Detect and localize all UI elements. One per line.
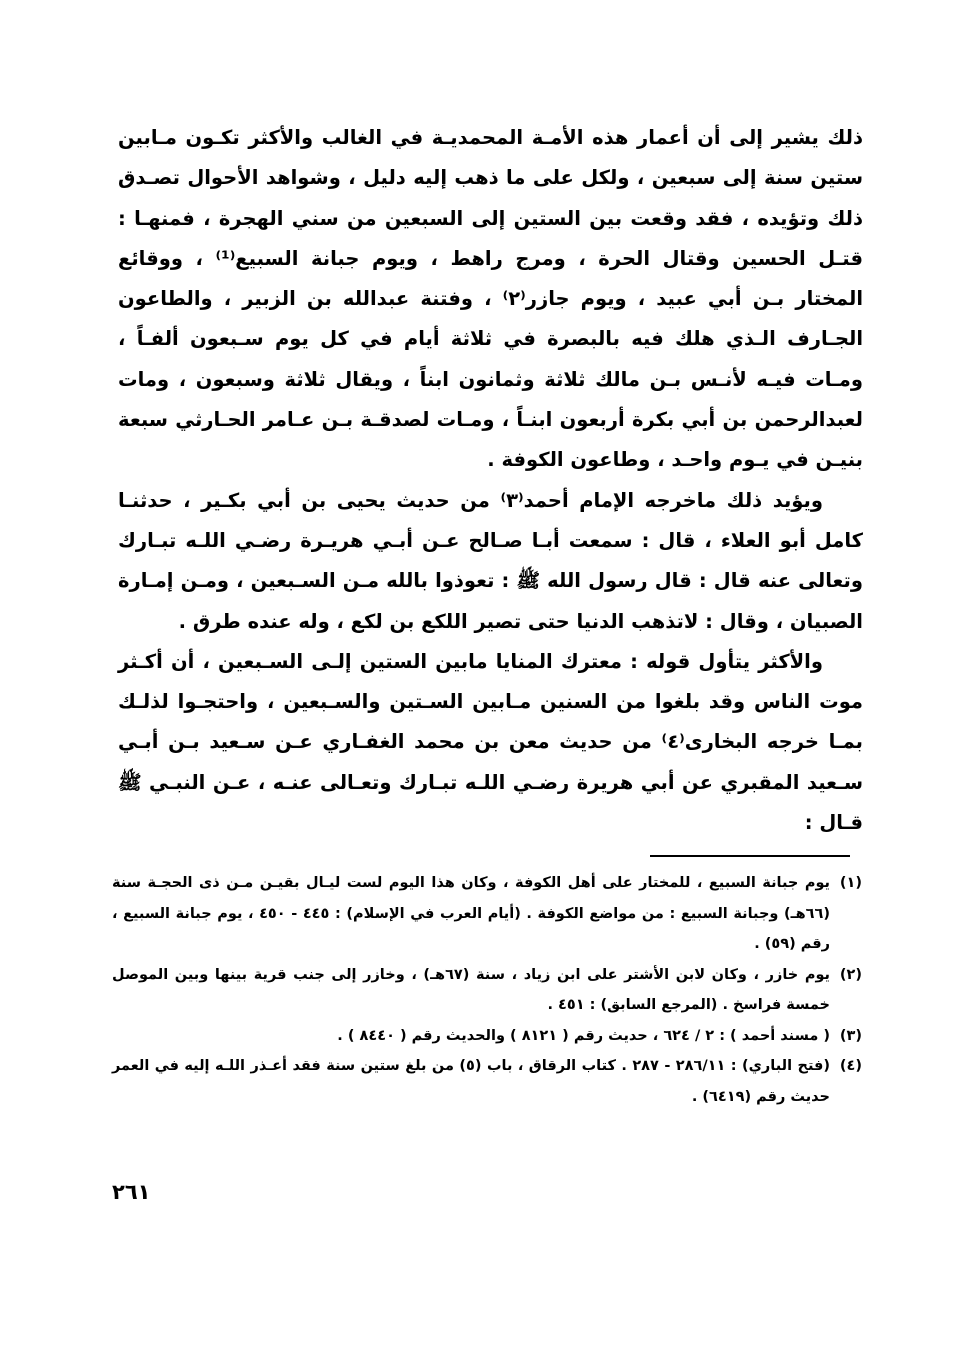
footnote-text: ( مسند أحمد ) : ٢ / ٦٢٤ ، حديث رقم ( ٨١٢١ ) والحديث رقم ( ٨٤٤٠ ) . bbox=[337, 1027, 830, 1044]
footnotes bbox=[112, 868, 862, 1112]
footnote-separator bbox=[650, 855, 850, 857]
footnote-text: (فتح الباري) : ٢٨٦/١١ - ٢٨٧ . كتاب الرقاق ، باب (٥) من بلغ ستين سنة فقد أعـذر اللـه إليه في العمر حديث رقم (٦٤١٩) . bbox=[112, 1058, 830, 1105]
main-text bbox=[118, 118, 863, 843]
footnote-text: يوم جبانة السبيع ، للمختار على أهل الكوفة ، وكان هذا اليوم لست ليـال بقيـن مـن ذى الحجـة سنة (٦٦هـ) وجبانة السبيع : من مواضع الكوفة . (أيام العرب في الإسلام) : ٤٤٥ - ٤٥٠ ، يوم جبانة السبيع ، رقم (٥٩) . bbox=[112, 875, 830, 952]
footnote-2 bbox=[112, 960, 862, 1021]
footnote-number: (٣) bbox=[839, 1027, 862, 1044]
footnote-1 bbox=[112, 868, 862, 960]
paragraph-1: ذلك يشير إلى أن أعمار هذه الأمـة المحمديـة في الغالب والأكثر تكـون مـابين ستين سنة إلى سبعين ، ولكل على ما ذهب إليه دليل ، وشواهد الأحوال تصـدق ذلك وتؤيده ، فقد وقعت بين الستين إلى السبعين من سني الهجرة ، فمنهـا : قتـل الحسين وقتال الحرة ، ومرج راهط ، ويوم جبانة السبيع⁽¹⁾ ، ووقائع المختار بـن أبي عبيد ، ويوم جازر⁽٢⁾ ، وفتنة عبدالله بن الزبير ، والطاعون الجـارف الـذي هلك فيه بالبصرة في ثلاثة أيام في كل يوم سـبعون ألفـاً ، ومـات فيـه لأنـس بـن مالك ثلاثة وثمانون ابناً ، ويقال ثلاثة وسبعون ، ومات لعبدالرحمن بن أبي بكرة أربعون ابنـاً ، ومـات لصدقـة بـن عـامر الحـارثي سبعة بنيـن في يـوم واحـد ، وطاعون الكوفة . bbox=[118, 126, 864, 472]
footnote-number: (٢) bbox=[839, 966, 862, 983]
footnote-number: (٤) bbox=[839, 1058, 862, 1074]
paragraph-3: والأكثر يتأول قوله : معترك المنايا مابين الستين إلـى السـبعين ، أن أكـثر موت الناس وقد بلغوا من السنين مـابين السـتين والسـبعين ، واحتجـوا لذلـك بمـا خرجه البخارى⁽٤⁾ من حديث معن بن محمد الغفـاري عـن سـعيد بـن أبـي سـعيد المقبري عن أبي هريرة رضـي اللـه تبـارك وتعـالى عنـه ، عـن النبـي ﷺ قـال : bbox=[118, 649, 863, 835]
page-number: ٢٦١ bbox=[112, 1180, 151, 1204]
footnote-number: (١) bbox=[839, 875, 862, 891]
paragraph-2: ويؤيد ذلك ماخرجه الإمام أحمد⁽٣⁾ من حديث يحيى بن أبي بكـير ، حدثنـا كامل أبو العلاء ، قال : سمعت أبـا صـالح عـن أبـي هريـرة رضـي اللـه تبـارك وتعالى عنه قال : قال رسول الله ﷺ : تعوذوا بالله مـن السـبعين ، ومـن إمـارة الصبيان ، وقال : لاتذهب الدنيا حتى تصير اللكع بن لكع ، وله عنده طرق . bbox=[118, 488, 863, 633]
footnote-4 bbox=[112, 1051, 862, 1112]
footnote-3 bbox=[112, 1021, 862, 1052]
footnote-text: يوم خازر ، وكان لابن الأشتر على ابن زياد ، سنة (٦٧هـ) ، وخازر إلى جنب قرية بينها وبين الموصل خمسة فراسخ . (المرجع السابق) : ٤٥١ . bbox=[112, 966, 830, 1013]
